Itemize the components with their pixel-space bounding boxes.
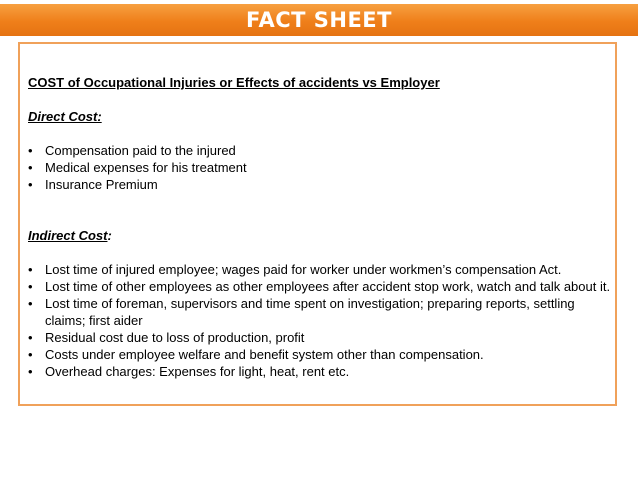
page-heading: COST of Occupational Injuries or Effects of accidents vs Employer [28, 75, 440, 90]
list-item: • Lost time of other employees as other employees after accident stop work, watch and talk about it. [28, 279, 611, 294]
list-item: • Compensation paid to the injured [28, 143, 236, 158]
list-item: • Insurance Premium [28, 177, 158, 192]
bullet-icon: • [28, 364, 33, 379]
bullet-icon: • [28, 262, 33, 277]
list-item: • Medical expenses for his treatment [28, 160, 247, 175]
list-item: • Costs under employee welfare and benefit system other than compensation. [28, 347, 484, 362]
fact-sheet-content [28, 74, 618, 380]
list-item: • Lost time of foreman, supervisors and time spent on investigation; preparing reports, settling claims; first aider [28, 296, 575, 328]
indirect-cost-label: Indirect Cost: [28, 228, 112, 243]
bullet-icon: • [28, 177, 33, 192]
list-item: • Overhead charges: Expenses for light, heat, rent etc. [28, 364, 350, 379]
bullet-icon: • [28, 160, 33, 175]
direct-cost-label: Direct Cost: [28, 109, 102, 124]
indirect-cost-list [28, 261, 618, 380]
bullet-icon: • [28, 279, 33, 294]
list-item: • Lost time of injured employee; wages paid for worker under workmen’s compensation Act. [28, 262, 562, 277]
direct-cost-list [28, 142, 618, 193]
banner-title: FACT SHEET [246, 8, 392, 32]
bullet-icon: • [28, 143, 33, 158]
bullet-icon: • [28, 347, 33, 362]
fact-sheet-banner [0, 4, 638, 36]
bullet-icon: • [28, 296, 33, 311]
list-item: • Residual cost due to loss of production, profit [28, 330, 305, 345]
bullet-icon: • [28, 330, 33, 345]
